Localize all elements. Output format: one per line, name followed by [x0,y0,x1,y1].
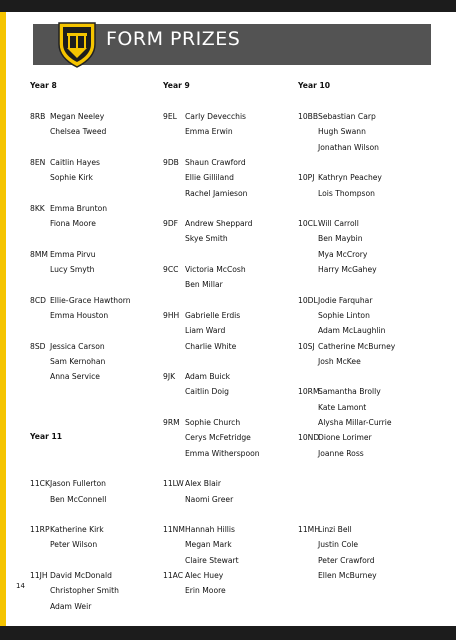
form-code: 8MM [30,249,48,259]
form-code: 9DB [163,157,179,167]
prize-winner-name: Sebastian Carp [318,112,376,121]
form-code: 8CD [30,295,46,305]
form-code: 9RM [163,418,180,427]
prize-winner-name: Emma Witherspoon [185,448,260,458]
prize-winner-name: Dione Lorimer [318,433,372,443]
prize-winner-name: Linzi Bell [318,525,352,535]
prize-winner-name: Ben Maybin [318,234,363,244]
prize-winner-name: Christopher Smith [50,586,119,596]
year-10-heading: Year 10 [298,81,331,90]
prize-winner-name: Gabrielle Erdis [185,310,241,320]
page-title: FORM PRIZES [106,28,241,50]
prize-winner-name: Joanne Ross [318,448,364,458]
prize-winner-name: Sophie Church [185,418,241,427]
form-code: 10PJ [298,173,315,183]
prize-winner-name: Alec Huey [185,571,224,580]
prize-winner-name: Samantha Brolly [318,387,381,397]
prize-winner-name: Kathryn Peachey [318,173,382,183]
form-code: 11JH [30,571,48,580]
prize-winner-name: Cerys McFetridge [185,433,251,443]
page-number: 14 [16,582,25,590]
prize-winner-name: Alysha Millar-Currie [318,418,392,427]
year-11-heading: Year 11 [30,432,63,441]
prize-winner-name: Charlie White [185,341,237,351]
form-code: 8KK [30,203,45,213]
prize-winner-name: Sophie Kirk [50,173,93,183]
prize-winner-name: Emma Brunton [50,203,108,213]
prize-winner-name: Will Carroll [318,219,359,229]
form-code: 11NM [163,525,185,535]
form-code: 10ND [298,433,320,443]
prize-winner-name: Ben McConnell [50,494,107,504]
prize-winner-name: Ellie-Grace Hawthorn [50,295,131,305]
prize-winner-name: Harry McGahey [318,265,377,274]
prize-winner-name: Naomi Greer [185,494,234,504]
form-code: 9DF [163,219,179,229]
prize-winner-name: Katherine Kirk [50,525,104,535]
prize-winner-name: Emma Pirvu [50,249,96,259]
prize-winner-name: Hannah Hillis [185,525,235,535]
form-code: 11CK [30,479,50,489]
prize-winner-name: Andrew Sheppard [185,219,253,229]
form-code: 11AC [163,571,184,580]
prize-winner-name: Victoria McCosh [185,265,246,274]
form-code: 8RB [30,112,46,121]
form-code: 8SD [30,341,46,351]
form-code: 10DL [298,295,318,305]
prize-winner-name: Justin Cole [318,540,359,550]
prize-winner-name: Sam Kernohan [50,356,106,366]
form-code: 10SJ [298,341,315,351]
form-code: 9EL [163,112,177,121]
form-code: 9CC [163,265,179,274]
prize-winner-name: Rachel Jamieson [185,188,248,198]
prize-winner-name: Megan Neeley [50,112,105,121]
prize-winner-name: Chelsea Tweed [50,127,107,137]
prize-winner-name: Skye Smith [185,234,228,244]
prize-winner-name: Adam Weir [50,601,92,611]
prize-winner-name: Liam Ward [185,326,226,336]
school-crest-icon [57,20,97,68]
gold-side-bar [0,12,6,626]
form-code: 11LW [163,479,184,489]
form-code: 10RM [298,387,320,397]
prize-winner-name: Jodie Farquhar [318,295,373,305]
prize-winner-name: Hugh Swann [318,127,366,137]
prize-winner-name: Kate Lamont [318,402,367,412]
prize-winner-name: Ellie Gilliland [185,173,234,183]
prize-winner-name: Alex Blair [185,479,221,489]
prize-winner-name: Claire Stewart [185,555,239,565]
prize-winner-name: Caitlin Doig [185,387,229,397]
prize-winner-name: Anna Service [50,372,100,382]
prize-winner-name: Caitlin Hayes [50,157,100,167]
prize-winner-name: Sophie Linton [318,310,370,320]
year-8-heading: Year 8 [30,81,57,90]
prize-winner-name: Carly Devecchis [185,112,247,121]
prize-winner-name: Emma Houston [50,310,109,320]
form-code: 10BB [298,112,319,121]
prize-winner-name: Emma Erwin [185,127,233,137]
prize-winner-name: Peter Wilson [50,540,98,550]
prize-winner-name: Lois Thompson [318,188,375,198]
prize-winner-name: Jessica Carson [50,341,105,351]
form-code: 11RP [30,525,50,535]
year-9-heading: Year 9 [163,81,190,90]
prize-winner-name: Jason Fullerton [50,479,106,489]
form-code: 8EN [30,157,46,167]
form-code: 11MH [298,525,320,535]
prize-winner-name: Shaun Crawford [185,157,246,167]
prize-winner-name: Peter Crawford [318,555,375,565]
prize-winner-name: Adam Buick [185,372,231,382]
prize-winner-name: Erin Moore [185,586,226,596]
prize-winner-name: Jonathan Wilson [318,142,379,152]
prize-winner-name: David McDonald [50,571,112,580]
prize-winner-name: Josh McKee [318,356,361,366]
prize-winner-name: Megan Mark [185,540,232,550]
prize-winner-name: Ben Millar [185,280,223,290]
form-code: 10CL [298,219,318,229]
prize-winner-name: Fiona Moore [50,219,96,229]
form-code: 9HH [163,310,180,320]
prize-winner-name: Mya McCrory [318,249,368,259]
form-code: 9JK [163,372,176,382]
prize-winner-name: Ellen McBurney [318,571,377,580]
prize-winner-name: Adam McLaughlin [318,326,386,336]
prize-winner-name: Lucy Smyth [50,265,95,274]
prize-winner-name: Catherine McBurney [318,341,396,351]
